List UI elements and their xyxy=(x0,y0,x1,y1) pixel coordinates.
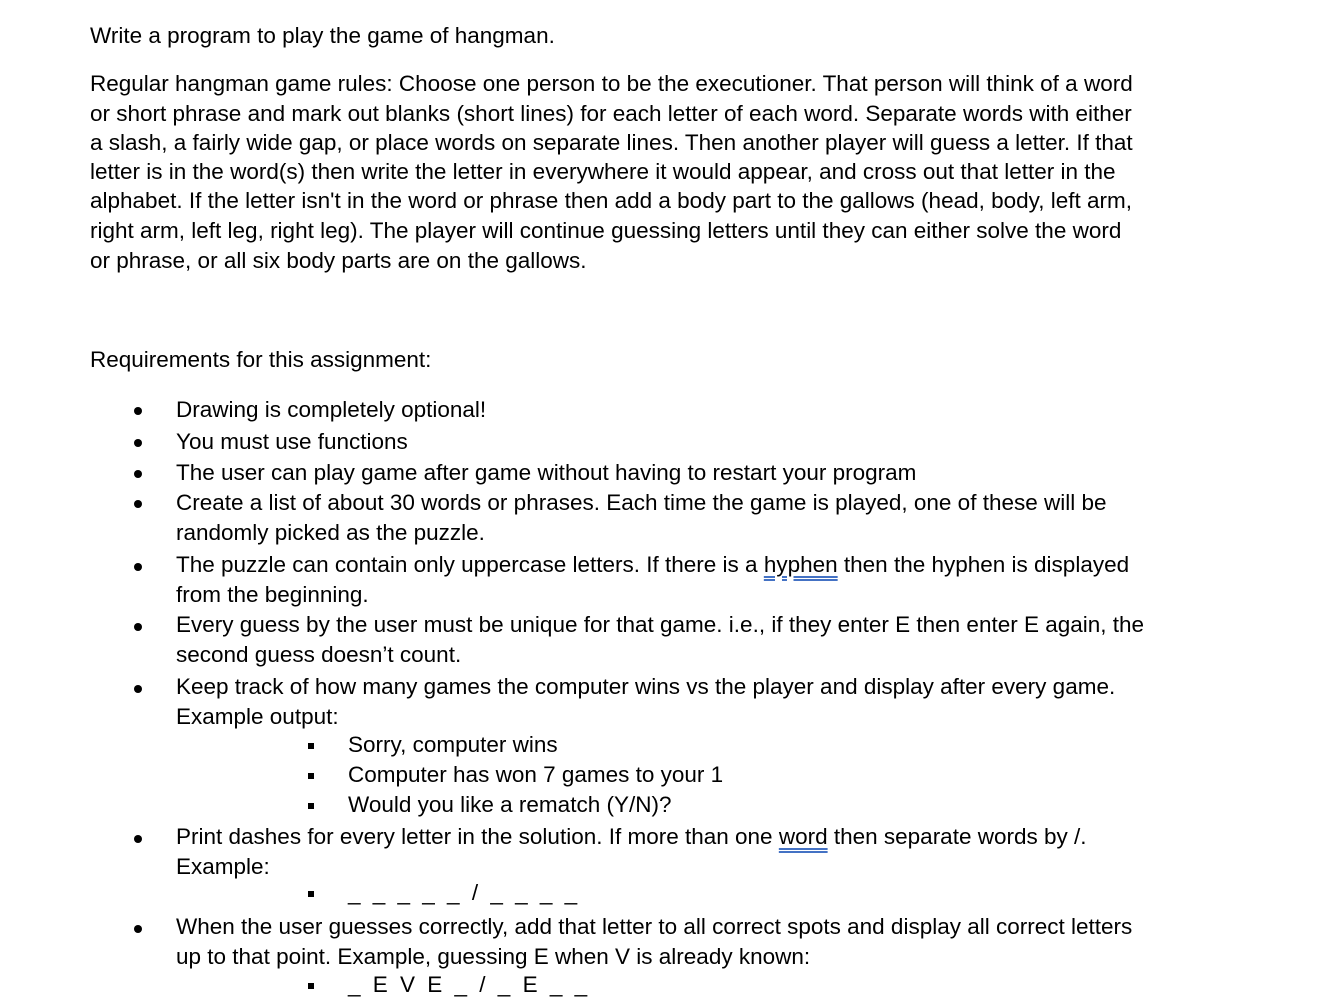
rules-line: or short phrase and mark out blanks (short lines) for each letter of each word. Separate words with either xyxy=(90,101,1132,126)
hyphen-spellcheck-word[interactable]: hyphen xyxy=(763,552,838,577)
rules-line: letter is in the word(s) then write the letter in everywhere it would appear, and cross out that letter in the xyxy=(90,159,1116,184)
rules-line: right arm, left leg, right leg). The player will continue guessing letters until they can either solve the word xyxy=(90,218,1122,243)
bullet-icon xyxy=(134,407,142,415)
list-item-continuation: up to that point. Example, guessing E when V is already known: xyxy=(176,944,811,969)
list-item: When the user guesses correctly, add that letter to all correct spots and display all correct letters xyxy=(176,914,1133,939)
list-item-text: then the hyphen is displayed xyxy=(837,552,1130,577)
bullet-icon xyxy=(134,925,142,933)
sub-list-item: Computer has won 7 games to your 1 xyxy=(348,762,724,787)
list-item-continuation: randomly picked as the puzzle. xyxy=(176,520,485,545)
list-item-text: Print dashes for every letter in the solution. If more than one xyxy=(176,824,779,849)
sub-list-item: Sorry, computer wins xyxy=(348,732,558,757)
bullet-icon xyxy=(134,835,142,843)
square-bullet-icon xyxy=(308,983,314,989)
rules-line: Regular hangman game rules: Choose one person to be the executioner. That person will think of a word xyxy=(90,71,1133,96)
bullet-icon xyxy=(134,500,142,508)
requirements-title: Requirements for this assignment: xyxy=(90,347,432,372)
list-item: The user can play game after game without having to restart your program xyxy=(176,460,917,485)
list-item: Every guess by the user must be unique for that game. i.e., if they enter E then enter E again, the xyxy=(176,612,1145,637)
guess-example: _ E V E _ / _ E _ _ xyxy=(348,972,591,997)
bullet-icon xyxy=(134,470,142,478)
assignment-heading: Write a program to play the game of hangman. xyxy=(90,23,555,48)
list-item xyxy=(176,550,1129,580)
square-bullet-icon xyxy=(308,773,314,779)
list-item-continuation: Example: xyxy=(176,854,270,879)
dash-example: _ _ _ _ _ / _ _ _ _ xyxy=(348,880,581,905)
rules-line: alphabet. If the letter isn't in the word or phrase then add a body part to the gallows (head, body, left arm, xyxy=(90,188,1132,213)
rules-line: or phrase, or all six body parts are on the gallows. xyxy=(90,248,587,273)
list-item-continuation: Example output: xyxy=(176,704,339,729)
list-item: You must use functions xyxy=(176,429,408,454)
bullet-icon xyxy=(134,623,142,631)
list-item-text: then separate words by /. xyxy=(827,824,1087,849)
rules-line: a slash, a fairly wide gap, or place words on separate lines. Then another player will guess a letter. If that xyxy=(90,130,1133,155)
list-item-continuation: from the beginning. xyxy=(176,582,369,607)
bullet-icon xyxy=(134,685,142,693)
list-item: Keep track of how many games the computer wins vs the player and display after every game. xyxy=(176,674,1116,699)
bullet-icon xyxy=(134,439,142,447)
square-bullet-icon xyxy=(308,891,314,897)
sub-list-item: Would you like a rematch (Y/N)? xyxy=(348,792,672,817)
list-item: Drawing is completely optional! xyxy=(176,397,487,422)
word-spellcheck-word[interactable]: word xyxy=(778,824,828,849)
list-item: Create a list of about 30 words or phrases. Each time the game is played, one of these will be xyxy=(176,490,1107,515)
square-bullet-icon xyxy=(308,803,314,809)
list-item-text: The puzzle can contain only uppercase letters. If there is a xyxy=(176,552,764,577)
list-item-continuation: second guess doesn’t count. xyxy=(176,642,462,667)
square-bullet-icon xyxy=(308,743,314,749)
list-item xyxy=(176,822,1087,852)
bullet-icon xyxy=(134,563,142,571)
